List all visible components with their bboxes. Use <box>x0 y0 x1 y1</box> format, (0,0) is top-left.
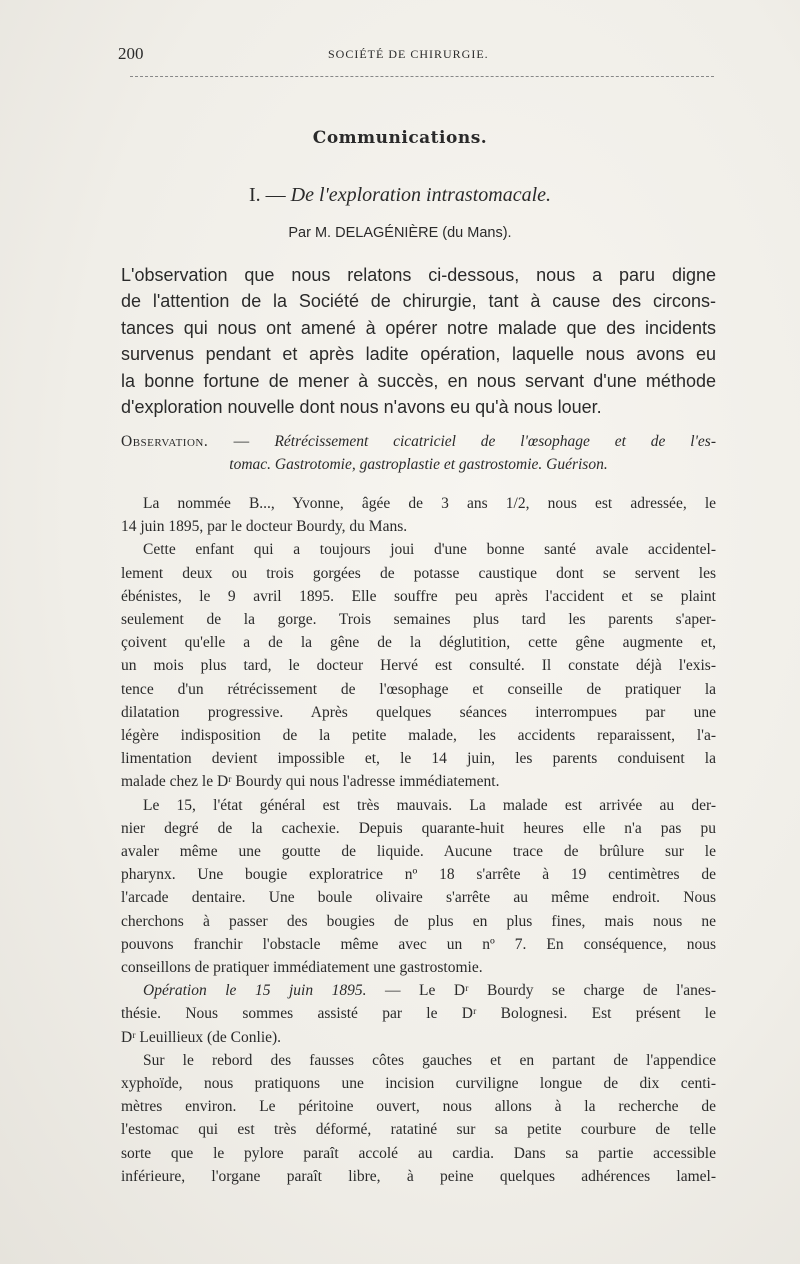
body-line: lement deux ou trois gorgées de potasse caustique dont se servent les <box>121 564 716 582</box>
observation-line-1 <box>121 430 716 453</box>
article-number: I. — <box>248 184 286 206</box>
operation-date-heading: Opération le 15 juin 1895. <box>143 982 367 1000</box>
operation-line-rest: — Le Dʳ Bourdy se charge de l'anes- <box>366 982 716 1000</box>
intro-paragraph <box>121 262 716 420</box>
observation-line-2: tomac. Gastrotomie, gastroplastie et gastrostomie. Guérison. <box>229 456 608 473</box>
observation-title-part1: Rétrécissement cicatriciel de l'œsophage et de l'es- <box>274 433 716 450</box>
body-line: l'arcade dentaire. Une boule olivaire s'arrête au même endroit. Nous <box>121 889 716 907</box>
body-line: Cette enfant qui a toujours joui d'une bonne santé avale accidentel- <box>143 541 716 559</box>
page-header <box>118 44 716 68</box>
body-line: Dʳ Leuillieux (de Conlie). <box>121 1028 282 1046</box>
body-line: ébénistes, le 9 avril 1895. Elle souffre peu après l'accident et se plaint <box>121 587 716 605</box>
body-line: avaler même une goutte de liquide. Aucune trace de brûlure sur le <box>121 843 716 861</box>
intro-line: survenus pendant et après ladite opération, laquelle nous avons eu <box>121 344 716 365</box>
page-number: 200 <box>118 44 144 63</box>
body-line: çoivent qu'elle a de la gêne de la déglutition, cette gêne augmente et, <box>121 634 716 652</box>
body-line: pharynx. Une bougie exploratrice nº 18 s'arrête à 19 centimètres de <box>121 866 716 884</box>
observation-label: Observation. — <box>121 433 250 450</box>
body-line: inférieure, l'organe paraît libre, à peine quelques adhérences lamel- <box>121 1167 716 1185</box>
body-line: un mois plus tard, le docteur Hervé est consulté. Il constate déjà l'exis- <box>121 657 716 675</box>
section-title: Communications. <box>312 128 488 148</box>
article-byline: Par M. DELAGÉNIÈRE (du Mans). <box>288 225 512 241</box>
intro-line: tances qui nous ont amené à opérer notre malade que des incidents <box>121 317 716 338</box>
body-line: légère indisposition de la petite malade, les accidents reparaissent, l'a- <box>121 727 716 745</box>
body-line: mètres environ. Le péritoine ouvert, nous allons à la recherche de <box>121 1098 716 1116</box>
body-line: l'estomac qui est très déformé, ratatiné sur sa petite courbure de telle <box>121 1121 716 1139</box>
intro-line: d'exploration nouvelle dont nous n'avons eu qu'à nous louer. <box>121 397 602 418</box>
body-line: La nommée B..., Yvonne, âgée de 3 ans 1/2, nous est adressée, le <box>143 495 716 512</box>
body-line: thésie. Nous sommes assisté par le Dʳ Bolognesi. Est présent le <box>121 1005 716 1023</box>
header-rule <box>130 76 714 77</box>
body-line: xyphoïde, nous pratiquons une incision curviligne longue de dix centi- <box>121 1075 716 1093</box>
body-line: dilatation progressive. Après quelques séances interrompues par une <box>121 703 716 721</box>
body-line: sorte que le pylore paraît accolé au cardia. Dans sa partie accessible <box>121 1144 716 1162</box>
observation-body <box>121 492 716 1188</box>
article-title-text: De l'exploration intrastomacale. <box>290 184 552 206</box>
body-line: conseillons de pratiquer immédiatement une gastrostomie. <box>121 959 483 977</box>
observation-heading <box>121 430 716 476</box>
body-line: 14 juin 1895, par le docteur Bourdy, du Mans. <box>121 518 408 536</box>
body-line: malade chez le Dʳ Bourdy qui nous l'adresse immédiatement. <box>121 773 500 791</box>
body-line: Sur le rebord des fausses côtes gauches et en partant de l'appendice <box>143 1051 716 1069</box>
article-title <box>0 184 800 207</box>
body-line-operation <box>121 979 716 1002</box>
body-line: seulement de la gorge. Trois semaines plus tard les parents s'aper- <box>121 611 716 629</box>
body-line: Le 15, l'état général est très mauvais. La malade est arrivée au der- <box>143 796 716 814</box>
body-line: pouvons franchir l'obstacle même avec un nº 7. En conséquence, nous <box>121 935 716 953</box>
body-line: cherchons à passer des bougies de plus en plus fines, mais nous ne <box>121 912 716 930</box>
body-line: tence d'un rétrécissement de l'œsophage et conseille de pratiquer la <box>121 680 716 698</box>
intro-line: L'observation que nous relatons ci-dessous, nous a paru digne <box>121 265 716 285</box>
body-line: limentation devient impossible et, le 14 juin, les parents conduisent la <box>121 750 716 768</box>
body-line: nier degré de la cachexie. Depuis quarante-huit heures elle n'a pas pu <box>121 819 716 837</box>
running-title: SOCIÉTÉ DE CHIRURGIE. <box>328 47 489 61</box>
intro-line: de l'attention de la Société de chirurgie, tant à cause des circons- <box>121 291 716 312</box>
intro-line: la bonne fortune de mener à succès, en nous servant d'une méthode <box>121 370 716 391</box>
